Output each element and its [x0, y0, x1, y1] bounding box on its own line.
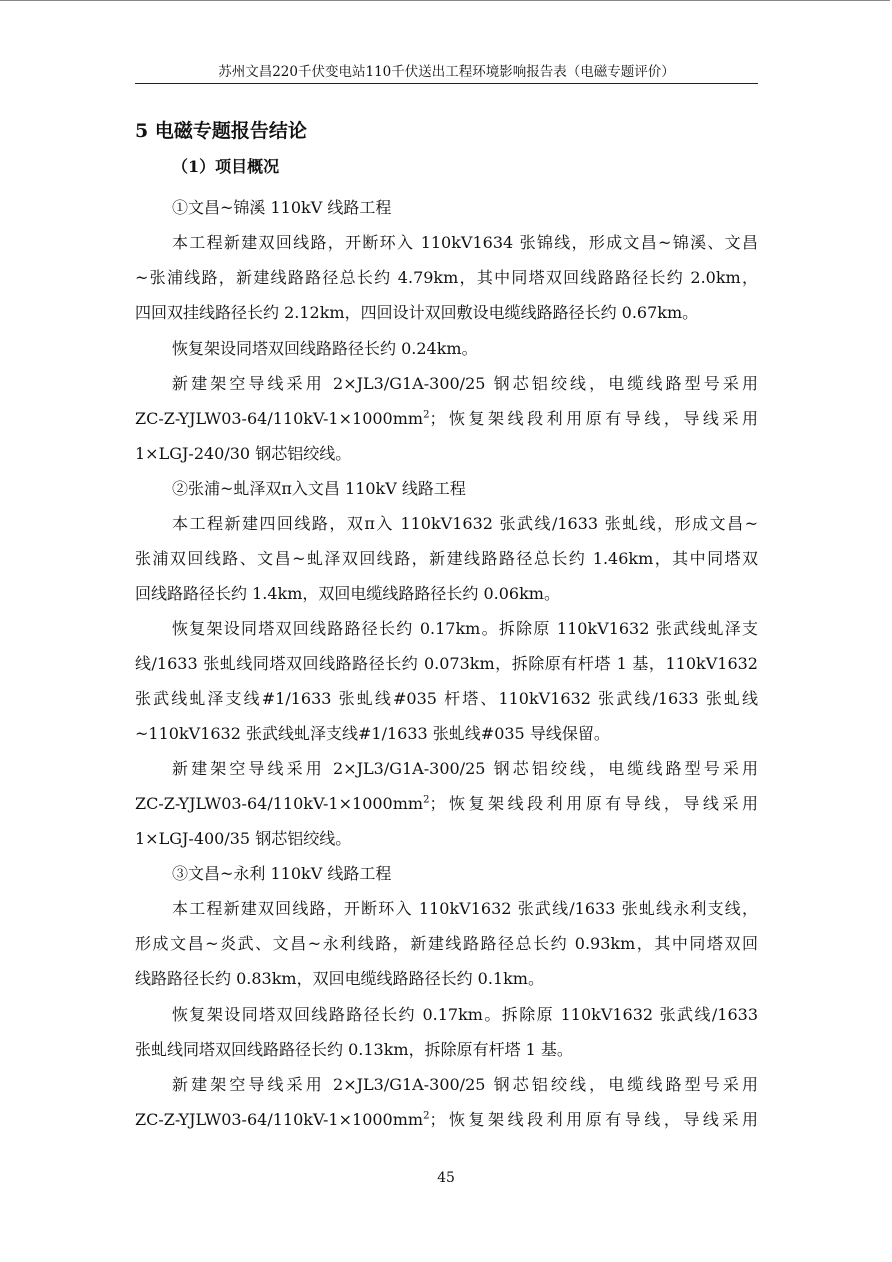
- paragraph-line: 张浦双回线路、文昌~虬泽双回线路，新建线路路径总长约 1.46km，其中同塔双: [135, 549, 758, 568]
- paragraph-line: 恢复架设同塔双回线路路径长约 0.24km。: [172, 339, 478, 358]
- paragraph-line: 张虬线同塔双回线路路径长约 0.13km，拆除原有杆塔 1 基。: [135, 1040, 573, 1059]
- paragraph-line: 形成文昌~炎武、文昌~永利线路，新建线路路径总长约 0.93km，其中同塔双回: [135, 934, 758, 953]
- paragraph-line: 新建架空导线采用 2×JL3/G1A-300/25 钢芯铝绞线，电缆线路型号采用: [172, 1075, 758, 1094]
- item-heading-3: ③文昌~永利 110kV 线路工程: [172, 864, 392, 883]
- paragraph-line: 本工程新建双回线路，开断环入 110kV1634 张锦线，形成文昌~锦溪、文昌: [172, 233, 758, 252]
- running-header: 苏州文昌220千伏变电站110千伏送出工程环境影响报告表（电磁专题评价）: [218, 64, 675, 80]
- paragraph-line: 恢复架设同塔双回线路路径长约 0.17km。拆除原 110kV1632 张武线/1633: [172, 1005, 758, 1024]
- paragraph-line: 张武线虬泽支线#1/1633 张虬线#035 杆塔、110kV1632 张武线/1633 张虬线: [135, 689, 758, 708]
- paragraph-line: 1×LGJ-240/30 钢芯铝绞线。: [135, 444, 352, 463]
- paragraph-line: [135, 792, 758, 816]
- subsection-title: （1）项目概况: [172, 157, 280, 176]
- paragraph-line: 线/1633 张虬线同塔双回线路路径长约 0.073km，拆除原有杆塔 1 基，110kV1632: [135, 654, 758, 673]
- paragraph-line: 本工程新建双回线路，开断环入 110kV1632 张武线/1633 张虬线永利支线，: [172, 899, 758, 918]
- paragraph-line: [135, 407, 758, 431]
- cable-model: ZC-Z-YJLW03-64/110kV-1×1000mm: [135, 409, 424, 428]
- superscript: 2: [423, 409, 430, 421]
- cable-model: ZC-Z-YJLW03-64/110kV-1×1000mm: [135, 1110, 424, 1129]
- paragraph-line: 线路路径长约 0.83km，双回电缆线路路径长约 0.1km。: [135, 969, 544, 988]
- item-heading-2: ②张浦~虬泽双π入文昌 110kV 线路工程: [172, 479, 466, 498]
- item-heading-1: ①文昌~锦溪 110kV 线路工程: [172, 198, 392, 217]
- line-continuation: ；恢复架线段利用原有导线，导线采用: [429, 409, 758, 428]
- paragraph-line: ~张浦线路，新建线路路径总长约 4.79km，其中同塔双回线路路径长约 2.0km，: [135, 268, 758, 287]
- paragraph-line: 恢复架设同塔双回线路路径长约 0.17km。拆除原 110kV1632 张武线虬泽支: [172, 619, 758, 638]
- superscript: 2: [423, 794, 430, 806]
- superscript: 2: [423, 1110, 430, 1122]
- section-title: 5 电磁专题报告结论: [135, 120, 307, 142]
- paragraph-line: 1×LGJ-400/35 钢芯铝绞线。: [135, 829, 352, 848]
- paragraph-line: 回线路路径长约 1.4km，双回电缆线路路径长约 0.06km。: [135, 584, 560, 603]
- paragraph-line: 本工程新建四回线路，双π入 110kV1632 张武线/1633 张虬线，形成文昌~: [172, 514, 758, 533]
- paragraph-line: [135, 1108, 758, 1132]
- paragraph-line: 新建架空导线采用 2×JL3/G1A-300/25 钢芯铝绞线，电缆线路型号采用: [172, 759, 758, 778]
- cable-model: ZC-Z-YJLW03-64/110kV-1×1000mm: [135, 794, 424, 813]
- paragraph-line: 四回双挂线路径长约 2.12km，四回设计双回敷设电缆线路路径长约 0.67km。: [135, 303, 699, 322]
- line-continuation: ；恢复架线段利用原有导线，导线采用: [429, 794, 758, 813]
- paragraph-line: 新建架空导线采用 2×JL3/G1A-300/25 钢芯铝绞线，电缆线路型号采用: [172, 374, 758, 393]
- page-number: 45: [437, 1170, 455, 1186]
- line-continuation: ；恢复架线段利用原有导线，导线采用: [429, 1110, 758, 1129]
- header-rule: [135, 83, 758, 84]
- paragraph-line: ~110kV1632 张武线虬泽支线#1/1633 张虬线#035 导线保留。: [135, 724, 610, 743]
